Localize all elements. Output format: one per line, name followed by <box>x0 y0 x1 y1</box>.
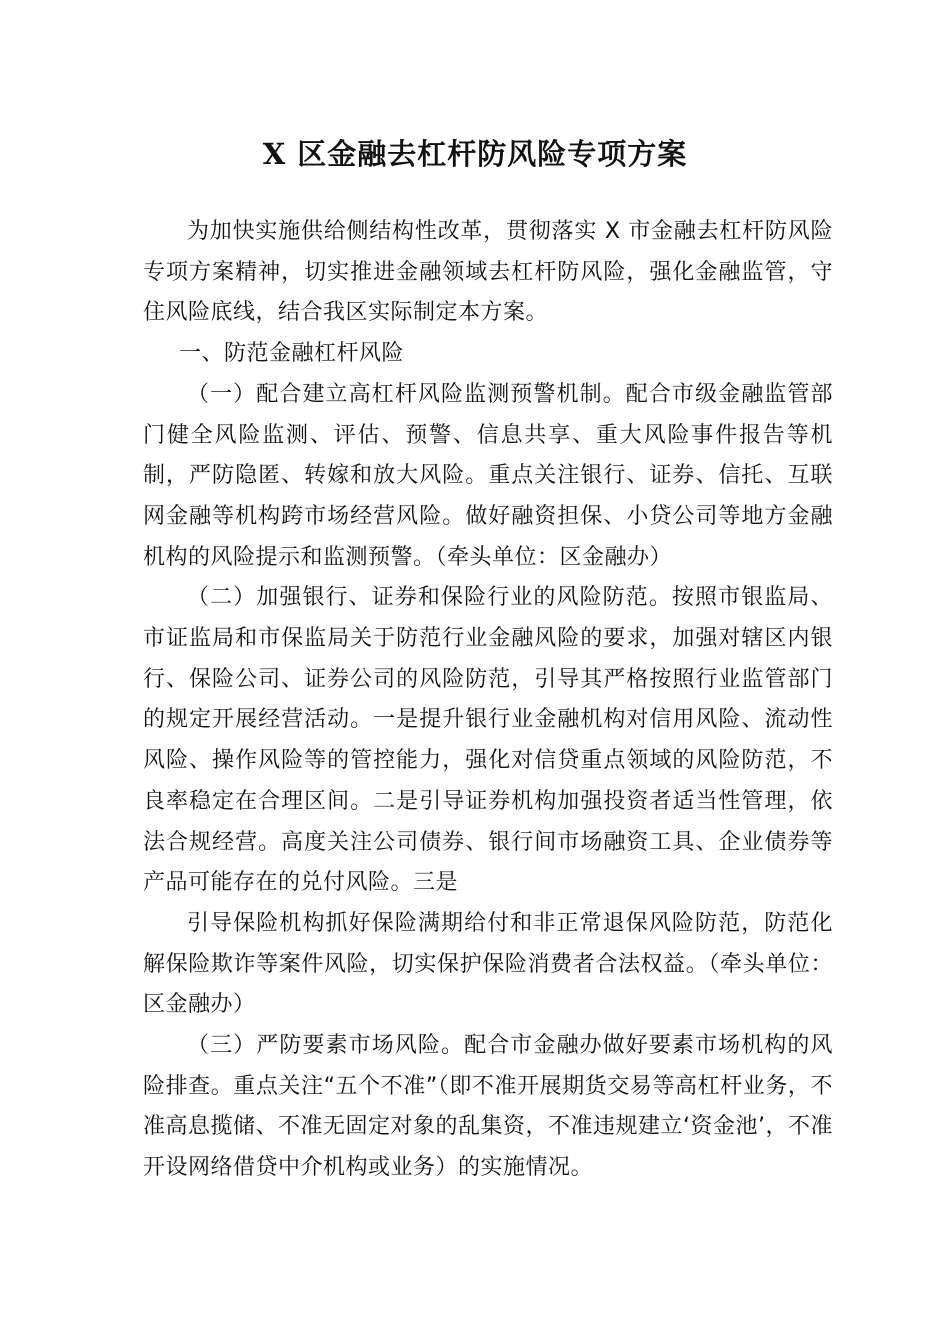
document-title: X 区金融去杠杆防风险专项方案 <box>262 137 688 171</box>
item-1-paragraph: （一）配合建立高杠杆风险监测预警机制。配合市级金融监管部门健全风险监测、评估、预警、信息共享、重大风险事件报告等机制，严防隐匿、转嫁和放大风险。重点关注银行、证券、信托、互联网金融等机构跨市场经营风险。做好融资担保、小贷公司等地方金融机构的风险提示和监测预警。（牵头单位：区金融办） <box>143 381 833 570</box>
item-3-paragraph: （三）严防要素市场风险。配合市金融办做好要素市场机构的风险排查。重点关注“五个不准”（即不准开展期货交易等高杠杆业务，不准高息揽储、不准无固定对象的乱集资，不准违规建立‘资金池’，不准开设网络借贷中介机构或业务）的实施情况。 <box>143 1033 833 1181</box>
item-2-paragraph: （二）加强银行、证券和保险行业的风险防范。按照市银监局、市证监局和市保监局关于防范行业金融风险的要求，加强对辖区内银行、保险公司、证券公司的风险防范，引导其严格按照行业监管部门的规定开展经营活动。一是提升银行业金融机构对信用风险、流动性风险、操作风险等的管控能力，强化对信贷重点领域的风险防范，不良率稳定在合理区间。二是引导证券机构加强投资者适当性管理，依法合规经营。高度关注公司债券、银行间市场融资工具、企业债券等产品可能存在的兑付风险。三是 <box>143 585 833 896</box>
item-2-continued-paragraph: 引导保险机构抓好保险满期给付和非正常退保风险防范，防范化解保险欺诈等案件风险，切实保护保险消费者合法权益。（牵头单位：区金融办） <box>143 910 833 1018</box>
intro-paragraph: 为加快实施供给侧结构性改革，贯彻落实 X 市金融去杠杆防风险专项方案精神，切实推进金融领域去杠杆防风险，强化金融监管，守住风险底线，结合我区实际制定本方案。 <box>143 219 833 326</box>
section-heading: 一、防范金融杠杆风险 <box>179 341 405 367</box>
document-body <box>143 212 833 1189</box>
